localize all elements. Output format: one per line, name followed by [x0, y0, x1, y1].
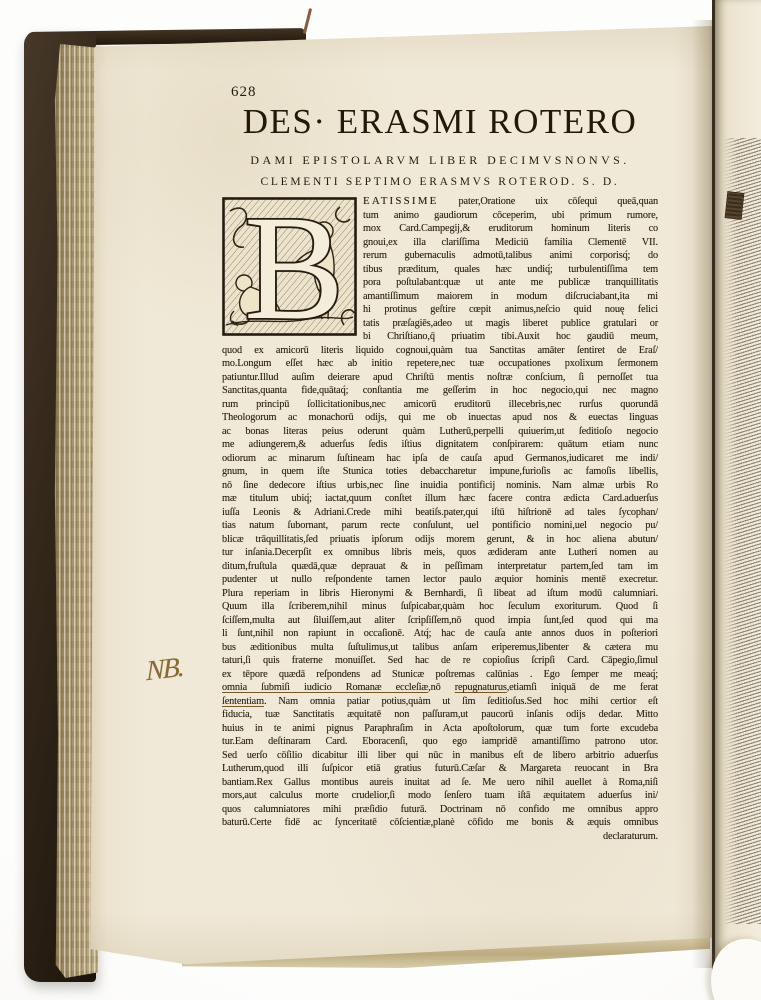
- body-line: amantiſſimum maiorem in modum diſcruciabant,ita mi: [363, 290, 658, 302]
- page-subtitle: DAMI EPISTOLARVM LIBER DECIMVSNONVS.: [250, 153, 630, 167]
- opening-caps: EATISSIME: [363, 195, 439, 207]
- body-line: ſententiam. Nam omnia patiar potius,quàm ut ſim ſeditioſus.Sed hoc mihi certior eſt: [222, 695, 658, 707]
- body-line: rum principū ſollicitationibus,nec amicorū eruditorū illecebris,nec rurſus quorundā: [222, 398, 658, 410]
- woodcut-initial: [222, 197, 357, 336]
- letter-body: [222, 195, 658, 843]
- full-width-lines: [222, 344, 658, 830]
- body-line: quos calumniatores mihi præſidio futurā. Doctrinam nō confido me omnibus appro: [222, 803, 658, 815]
- body-line: Quum illa ſcriberem,nihil minus ſuſpicabar,quàm hoc ſeculum exoriturum. Quod ſi: [222, 601, 658, 612]
- body-line: mox Card.Campegij,& eruditorum hominum literis co: [363, 223, 658, 234]
- body-line: pudenter ut nullo reſpondente tamen lector paulo æquior hominis mentē execretur.: [222, 574, 658, 585]
- body-line: pora poſtulabant:quæ ut ante me publicæ tranquillitatis: [363, 277, 658, 288]
- page-title: DES· ERASMI ROTERO: [242, 102, 638, 141]
- body-line: iuſſa Leonis & Adriani.Crede mihi beatiſs.pater,qui iſtū hiſtrionē ad tales ſycophan/: [222, 506, 658, 518]
- body-line: tibus præditum, quales hæc undiq́; turbulentiſſima tem: [363, 263, 658, 275]
- body-line: bantiam.Rex Gallus montibus aureis inuitat ad ſe. Me uero nihil auellet à Roma,niſi: [222, 776, 658, 788]
- body-line: omnia ſubmiſi iudicio Romanæ eccleſiæ,nō repugnaturus,etiamſi iniquā de me ferat: [222, 682, 658, 693]
- closing-line: declaraturum.: [603, 830, 658, 842]
- body-line: Plura reperiam in libris Hieronymi & Bernhardi, ſi libeat ad iſtum modū calumniari.: [222, 587, 658, 599]
- body-line: li ſunt,nihil non rapiunt in occaſionē. Atq́; hac de cauſa ante annos duos in poſteriori: [222, 628, 658, 639]
- body-line: odiorum ac minarum ſuſtineam hac ipſa de cauſa apud Germanos,iudicaret me indi/: [222, 452, 658, 464]
- body-line: ditum,fruſtula quædā,quæ deprauat & in peſſimam interpretatur partem,ſed tam im: [222, 560, 658, 572]
- body-line: huius in te animi pignus Paraphraſim in Acta apoſtolorum, quæ tum forte excudeba: [222, 722, 658, 734]
- body-line: tur.Eam deſtinaram Card. Eboracenſi, quo ego iampridē amantiſſimo patrono utor.: [222, 736, 658, 747]
- body-line: taturi,ſi quis fraterne monuiſſet. Sed hac de re copioſius ſcripſi Card. Cāpegio,ſimul: [222, 655, 658, 666]
- body-line: mæ titulum ubiq́; iactat,quum conſtet illum hæc facere contra ædicta Card.aduerſus: [222, 493, 658, 504]
- margin-note-nb: NB.: [145, 651, 183, 688]
- body-line: tatis præſagiēs,adeo ut magis liberet publice gratulari or: [363, 317, 658, 329]
- body-line: tum animo gaudiorum cōceperim, ubi primum rumore,: [363, 209, 658, 221]
- body-line: gnum, in quem iſte Stunica toties debaccharetur impune,furioſis ac famoſis libellis,: [222, 466, 658, 477]
- body-line: Theologorum ac monachorū odijs, qui me ob inuectas apud nos & euectas linguas: [222, 412, 658, 423]
- body-line: ſciſſem,multa aut ſiluiſſem,aut aliter ſcripſiſſem,nō quod impia ſunt,ſed quod qui ma: [222, 614, 658, 626]
- page-number: 628: [231, 84, 257, 100]
- body-line: hi protinus geſtire cœpit animus,neſcio quid nouę felici: [363, 304, 658, 315]
- body-line: mo.Longum eſſet hæc ab initio repetere,nec tuæ occupationes pxolixum ſermonem: [222, 358, 658, 369]
- body-line: baturū.Certe fidē ac ſynceritatē cōſcientiæ,planè cōfido me bonis & æquis omnibus: [222, 817, 658, 828]
- body-line: nō ſine dedecore iſtius urbis,nec ſine inuidia pontificij nominis. Nam almæ urbis Ro: [222, 479, 658, 491]
- body-line: quod ex amicorū literis liquido cognoui,quàm tua Sanctitas amāter ſentiret de Eraſ/: [222, 344, 658, 356]
- body-line: patiuntur.Illud auſim deierare apud Chriſtū mentis noſtræ conſcium, ſi pernoſſet tua: [222, 371, 658, 383]
- woodcut-initial-art: [222, 197, 357, 336]
- body-line: rerum gubernaculis admotū,talibus animi corporisq́; do: [363, 250, 658, 261]
- body-line: bus æditionibus multa ſuſtulimus,ut talibus anſam eriperemus,libenter & cætera mu: [222, 641, 658, 653]
- body-line: ac bonas literas peius oderunt quàm Lutherū,perpelli quiuerim,ut ſeditioſo negocio: [222, 425, 658, 437]
- opening-rest: pater,Oratione uix cōſequi queā,quan: [438, 196, 658, 207]
- body-line: blicæ trāquillitatis,ſed priuatis ipſorum odijs morem gerunt, & in hoc aliena abutun/: [222, 533, 658, 545]
- body-line: gnoui,ex illa clariſſima Mediciū familia Clementē VII.: [363, 236, 658, 248]
- body-line: tur inſania.Decerpſit ex omnibus libris meis, quos ædideram ante Lutheri nomen au: [222, 547, 658, 558]
- body-line: fiducia, tuæ Sanctitatis æquitatē non paſſuram,ut paucorū inſanis odijs dedar. Mitto: [222, 709, 658, 720]
- body-line: Sanctitas,quanta fide,quātaq́; conſtantia me geſſerim in hoc negocio,qui nec magno: [222, 385, 658, 396]
- letter-salutation: CLEMENTI SEPTIMO ERASMVS ROTEROD. S. D.: [260, 176, 620, 188]
- body-line: me adiungerem,& aduerſus ſedis iſtius dignitatem conſpirarem: quātum etiam nunc: [222, 439, 658, 450]
- body-line: Sed uerſo cōſilio dicabitur illi liber qui nūc in manibus eſt de libero arbitrio aduerſus: [222, 749, 658, 761]
- body-line: ex tēpore quædā reſpondens ad Stunicæ poſtremas calūnias . Ego ſemper me meaq́;: [222, 668, 658, 680]
- drop-cap-letter: B: [244, 197, 344, 336]
- body-line: bi Chriſtiano,q̄ priuatim tibi.Auxit hoc gaudiū meum,: [363, 331, 658, 342]
- body-line: Lutherum,quod illi ſuſpicor etiā gratius futurū.Cæſar & Margareta reuocant in Bra: [222, 763, 658, 774]
- body-line: tias natum ſubornant, parum recte conſulunt, uel pontificio nomini,uel negocio pu/: [222, 520, 658, 531]
- body-line: mors,aut calculus morte crudelior,ſi modo ſenſero tuam iſtā æquitatem aduerſus ini/: [222, 790, 658, 801]
